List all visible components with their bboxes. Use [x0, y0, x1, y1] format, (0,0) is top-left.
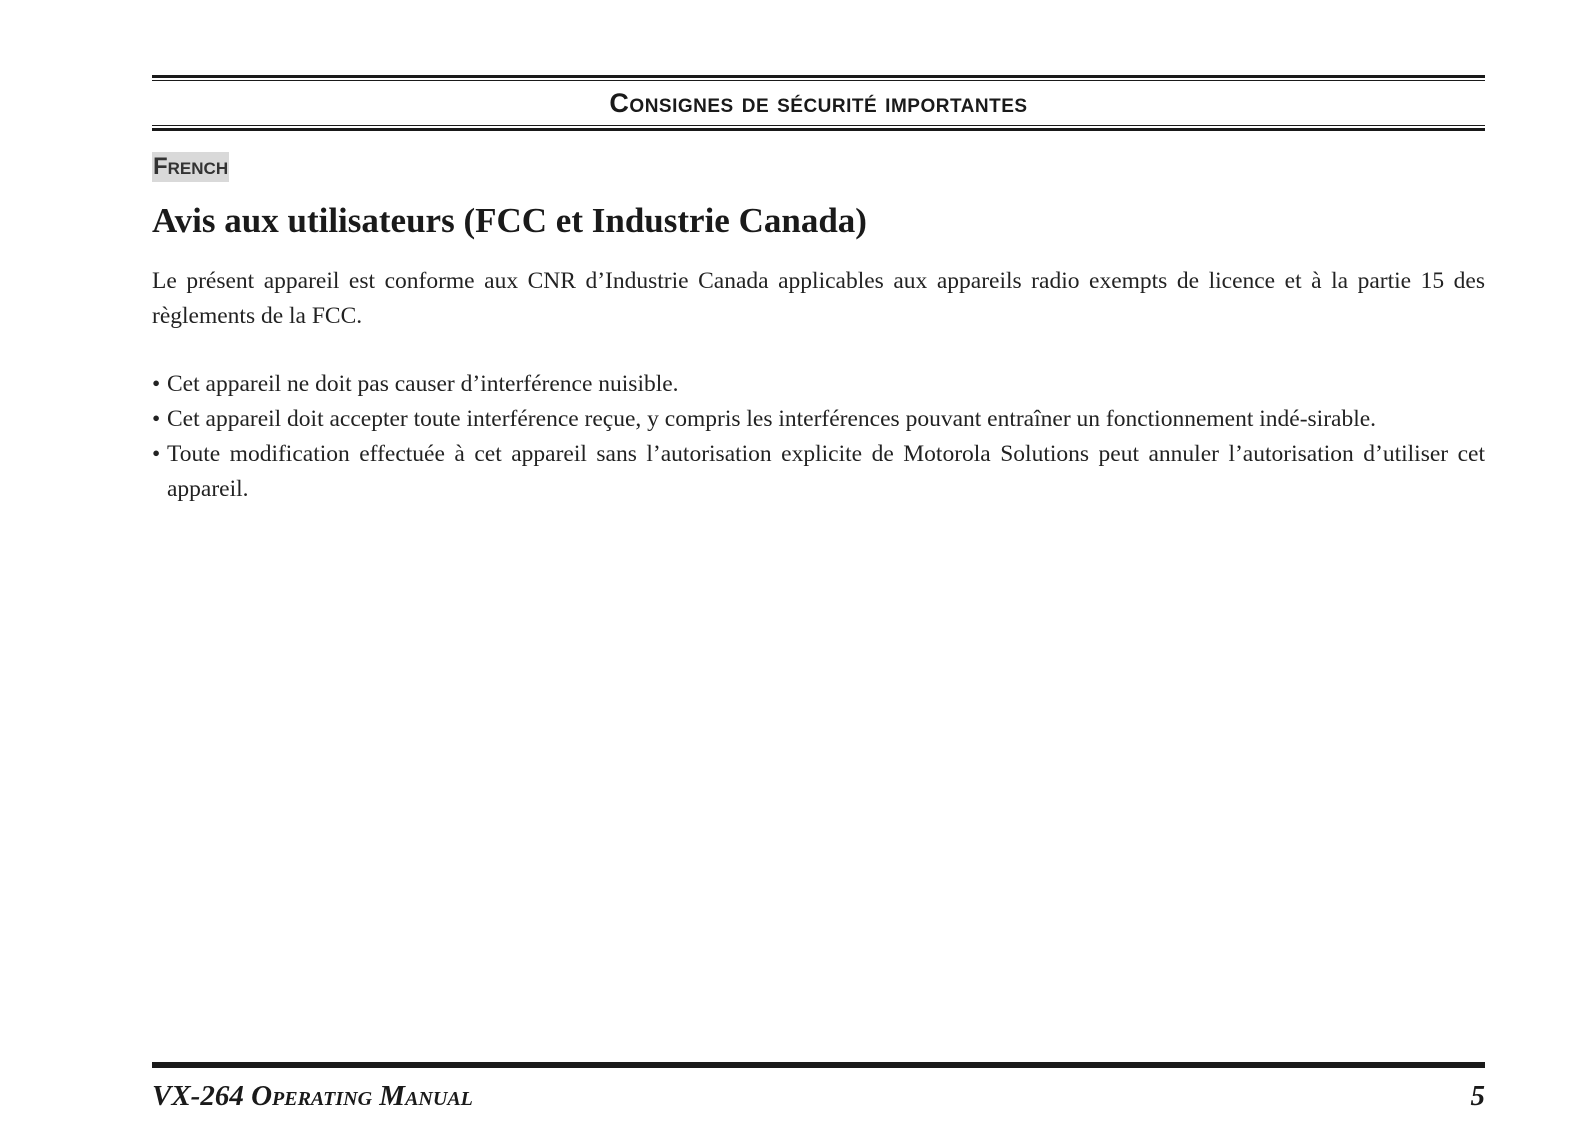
- bullet-icon: •: [152, 441, 161, 467]
- bullet-icon: •: [152, 406, 161, 432]
- section-title: Avis aux utilisateurs (FCC et Industrie Canada): [152, 201, 867, 240]
- header-title: Consignes de sécurité importantes: [609, 88, 1028, 118]
- bullet-icon: •: [152, 371, 161, 397]
- list-item: [152, 367, 1485, 402]
- intro-paragraph: Le présent appareil est conforme aux CNR d’Industrie Canada applicables aux appareils radio exempts de licence et à la partie 15 des règlements de la FCC.: [152, 268, 1485, 329]
- list-item-text: Cet appareil doit accepter toute interférence reçue, y compris les interférences pouvant entraîner un fonctionnement indé-sirable.: [167, 406, 1377, 432]
- page-header: [152, 75, 1485, 131]
- list-item: [152, 437, 1485, 507]
- page-number: 5: [1470, 1080, 1485, 1112]
- language-tag: French: [153, 153, 229, 180]
- header-bottom-rule: [152, 125, 1485, 131]
- list-item: [152, 402, 1485, 437]
- footer-rule: [152, 1062, 1485, 1068]
- list-item-text: Toute modification effectuée à cet appareil sans l’autorisation explicite de Motorola Solutions peut annuler l’autorisation d’utiliser cet appareil.: [167, 441, 1485, 502]
- manual-title: VX-264 Operating Manual: [152, 1080, 473, 1112]
- bullet-list: [152, 367, 1485, 507]
- list-item-text: Cet appareil ne doit pas causer d’interférence nuisible.: [167, 371, 679, 397]
- page-footer: [152, 1076, 1485, 1116]
